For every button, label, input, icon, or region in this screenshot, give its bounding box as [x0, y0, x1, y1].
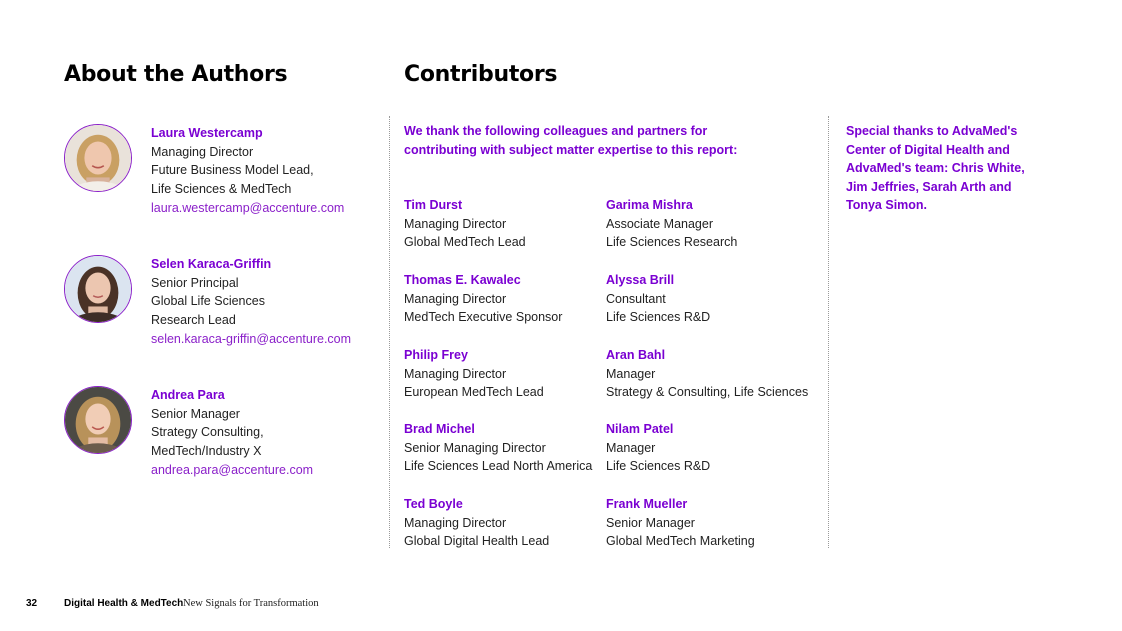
author-email-link[interactable]: laura.westercamp@accenture.com	[151, 200, 345, 215]
footer-title: Digital Health & MedTech	[64, 598, 184, 609]
special-thanks: Special thanks to AdvaMed's Center of Digital Health and AdvaMed's team: Chris White, Jim Jeffries, Sarah Arth and Tonya Simon.	[846, 124, 1025, 212]
contributor-role: Global Digital Health Lead	[404, 534, 550, 549]
author-name: Selen Karaca-Griffin	[151, 257, 272, 271]
contributor-name: Thomas E. Kawalec	[404, 273, 521, 287]
footer-subtitle: New Signals for Transformation	[183, 598, 319, 609]
avatar	[64, 124, 132, 192]
column-divider	[828, 116, 829, 548]
contributor-role: European MedTech Lead	[404, 385, 544, 400]
contributor-title: Managing Director	[404, 515, 507, 530]
contributor-entry	[404, 196, 614, 252]
avatar	[64, 255, 132, 323]
contributor-name: Alyssa Brill	[606, 273, 675, 287]
contributor-name: Ted Boyle	[404, 497, 463, 511]
author-role: Global Life Sciences	[151, 294, 265, 309]
contributor-role: Global MedTech Lead	[404, 235, 526, 250]
contributor-title: Managing Director	[404, 291, 507, 306]
contributor-entry	[606, 196, 816, 252]
author-role: Future Business Model Lead,	[151, 163, 314, 178]
contributor-title: Consultant	[606, 291, 666, 306]
contributor-name: Brad Michel	[404, 422, 475, 436]
contributor-role: Life Sciences Lead North America	[404, 459, 593, 474]
author-name: Laura Westercamp	[151, 126, 263, 140]
contributor-entry	[404, 420, 614, 476]
page-number: 32	[26, 598, 38, 609]
author-role: Life Sciences & MedTech	[151, 181, 292, 196]
contributor-entry	[404, 271, 614, 327]
contributor-entry	[606, 271, 816, 327]
author-photo-icon	[65, 125, 131, 191]
author-name: Andrea Para	[151, 388, 225, 402]
contributors-heading: Contributors	[404, 62, 558, 87]
contributor-role: MedTech Executive Sponsor	[404, 310, 563, 325]
contributor-role: Life Sciences R&D	[606, 459, 711, 474]
contributor-title: Managing Director	[404, 366, 507, 381]
author-role: Strategy Consulting,	[151, 425, 264, 440]
author-role: Research Lead	[151, 312, 236, 327]
column-divider	[389, 116, 390, 548]
contributor-role: Global MedTech Marketing	[606, 534, 755, 549]
contributor-name: Nilam Patel	[606, 422, 674, 436]
author-role: MedTech/Industry X	[151, 443, 262, 458]
author-title: Senior Principal	[151, 275, 239, 290]
contributor-title: Manager	[606, 440, 656, 455]
contributor-title: Manager	[606, 366, 656, 381]
contributor-role: Strategy & Consulting, Life Sciences	[606, 385, 809, 400]
contributor-name: Frank Mueller	[606, 497, 688, 511]
contributor-entry	[606, 495, 816, 551]
contributor-title: Senior Manager	[606, 515, 695, 530]
about-authors-heading: About the Authors	[64, 62, 288, 87]
contributor-role: Life Sciences Research	[606, 235, 738, 250]
contributors-intro: We thank the following colleagues and partners for contributing with subject matter expertise to this report:	[404, 124, 738, 157]
author-photo-icon	[65, 256, 131, 322]
contributor-name: Aran Bahl	[606, 348, 666, 362]
contributor-title: Managing Director	[404, 216, 507, 231]
author-photo-icon	[65, 387, 131, 453]
contributor-name: Garima Mishra	[606, 198, 693, 212]
author-email-link[interactable]: selen.karaca-griffin@accenture.com	[151, 331, 352, 346]
contributor-title: Associate Manager	[606, 216, 714, 231]
contributor-name: Philip Frey	[404, 348, 468, 362]
contributor-role: Life Sciences R&D	[606, 310, 711, 325]
author-email-link[interactable]: andrea.para@accenture.com	[151, 462, 314, 477]
contributor-entry	[404, 346, 614, 402]
avatar	[64, 386, 132, 454]
contributor-entry	[606, 420, 816, 476]
contributor-name: Tim Durst	[404, 198, 463, 212]
author-title: Managing Director	[151, 144, 254, 159]
contributor-entry	[606, 346, 816, 402]
contributor-title: Senior Managing Director	[404, 440, 546, 455]
author-title: Senior Manager	[151, 406, 240, 421]
contributor-entry	[404, 495, 614, 551]
